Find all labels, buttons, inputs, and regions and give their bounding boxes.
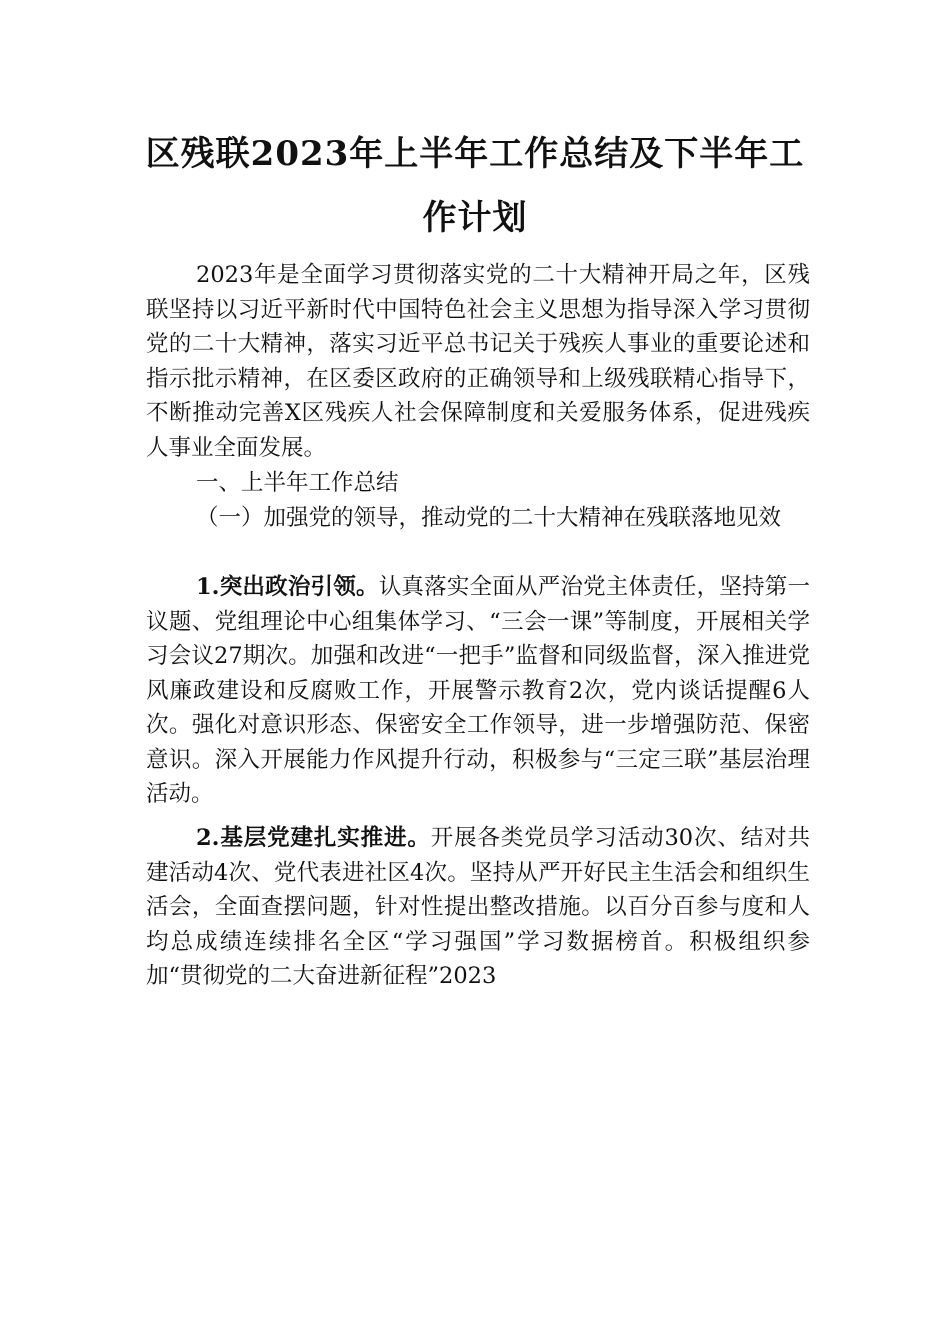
document-title-line-2: 作计划 <box>422 198 528 238</box>
item-paragraph-grassroots-party-building <box>146 821 810 994</box>
intro-paragraph: 2023年是全面学习贯彻落实党的二十大精神开局之年，区残联坚持以习近平新时代中国特色社会主义思想为指导深入学习贯彻党的二十大精神，落实习近平总书记关于残疾人事业的重要论述和指示批示精神，在区委区政府的正确领导和上级残联精心指导下，不断推动完善X区残疾人社会保障制度和关爱服务体系，促进残疾人事业全面发展。 <box>146 262 810 461</box>
item-lead-grassroots-party-building: 2.基层党建扎实推进。 <box>196 825 431 851</box>
item-text-political-guidance: 认真落实全面从严治党主体责任，坚持第一议题、党组理论中心组集体学习、“三会一课”等制度，开展相关学习会议27期次。加强和改进“一把手”监督和同级监督，深入推进党风廉政建设和反腐败工作，开展警示教育2次，党内谈话提醒6人次。强化对意识形态、保密安全工作领导，进一步增强防范、保密意识。深入开展能力作风提升行动，积极参与“三定三联”基层治理活动。 <box>146 574 810 807</box>
subsection-heading-party-leadership: （一）加强党的领导，推动党的二十大精神在残联落地见效 <box>196 505 782 531</box>
document-title-line-1: 区残联2023年上半年工作总结及下半年工 <box>145 134 805 174</box>
section-heading-first-half-summary: 一、上半年工作总结 <box>196 470 399 496</box>
item-paragraph-political-guidance <box>146 570 810 812</box>
item-lead-political-guidance: 1.突出政治引领。 <box>196 574 379 600</box>
item-text-grassroots-party-building: 开展各类党员学习活动30次、结对共建活动4次、党代表进社区4次。坚持从严开好民主生活会和组织生活会，全面查摆问题，针对性提出整改措施。以百分百参与度和人均总成绩连续排名全区“学习强国”学习数据榜首。积极组织参加“贯彻党的二大奋进新征程”2023 <box>146 825 810 989</box>
